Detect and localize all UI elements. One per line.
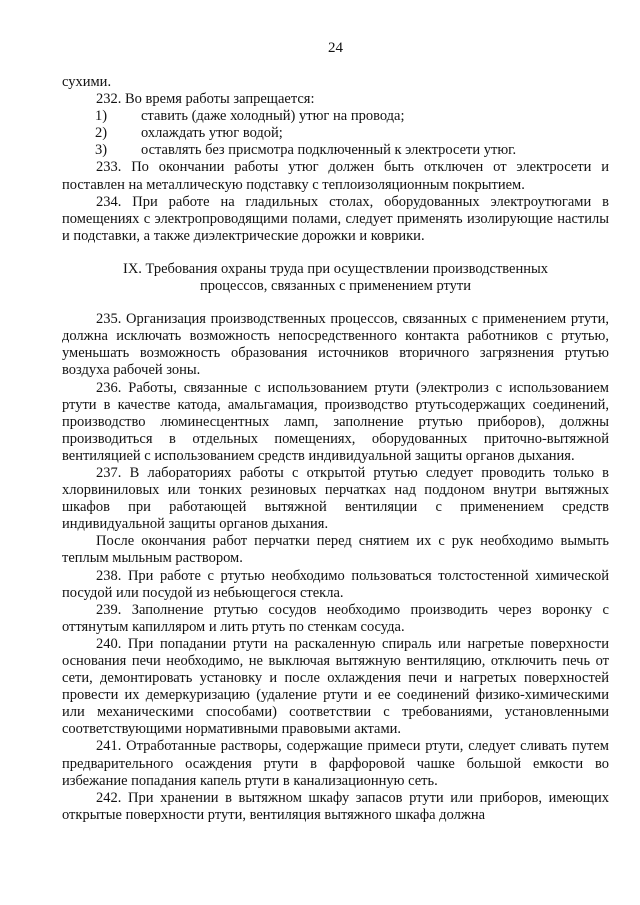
paragraph-238: 238. При работе с ртутью необходимо пользоваться толстостенной химической посудой или посудой из небьющегося стекла. [62, 567, 609, 601]
paragraph-237: 237. В лабораториях работы с открытой ртутью следует проводить только в хлорвиниловых или тонких резиновых перчатках над поддоном внутри вытяжных шкафов при работающей вытяжной вентиляции с применением средств индивидуальной защиты органов дыхания. [62, 464, 609, 533]
list-item-number: 2) [95, 125, 108, 142]
paragraph-239: 239. Заполнение ртутью сосудов необходимо производить через воронку с оттянутым капилляром и лить ртуть по стенкам сосуда. [62, 601, 609, 635]
list-item-number: 3) [95, 142, 108, 159]
list-item-2 [62, 125, 609, 142]
paragraph-232: 232. Во время работы запрещается: [96, 91, 315, 108]
paragraph-235: 235. Организация производственных процессов, связанных с применением ртути, должна исключать возможность непосредственного контакта работников с ртутью, уменьшать возможность образования источников вторичного загрязнения ртутью воздуха рабочей зоны. [62, 311, 609, 379]
page-number: 24 [328, 40, 343, 56]
list-item-number: 1) [95, 108, 108, 125]
paragraph-continuation: сухими. [62, 74, 112, 90]
paragraph-234: 234. При работе на гладильных столах, оборудованных электроутюгами в помещениях с электропроводящими полами, следует применять изолирующие настилы и подставки, а также диэлектрические дорожки и коврики. [62, 193, 609, 244]
list-item-text: ставить (даже холодный) утюг на провода; [141, 108, 405, 125]
paragraph-241: 241. Отработанные растворы, содержащие примеси ртути, следует сливать путем предварительного осаждения ртути в фарфоровой чашке большой емкости во избежание попадания капель ртути в канализационную сеть. [62, 738, 609, 789]
list-item-text: оставлять без присмотра подключенный к электросети утюг. [141, 142, 517, 159]
list-item-text: охлаждать утюг водой; [141, 125, 283, 142]
paragraph-242: 242. При хранении в вытяжном шкафу запасов ртути или приборов, имеющих открытые поверхности ртути, вентиляция вытяжного шкафа должна [62, 789, 609, 823]
list-item-3 [62, 142, 609, 159]
document-body [62, 74, 609, 824]
paragraph-233: 233. По окончании работы утюг должен быть отключен от электросети и поставлен на металлическую подставку с теплоизоляционным покрытием. [62, 159, 609, 193]
paragraph-240: 240. При попадании ртути на раскаленную спираль или нагретые поверхности основания печи необходимо, не выключая вытяжную вентиляцию, отключить печь от сети, демонтировать установку и после охлаждения печи и нагретых поверхностей провести их демеркуризацию (удаление ртути и ее соединений физико-химическими или механическими способами) соответствии с требованиями, установленными соответствующими нормативными правовыми актами. [62, 635, 609, 738]
paragraph-237-continued: После окончания работ перчатки перед снятием их с рук необходимо вымыть теплым мыльным раствором. [62, 533, 609, 567]
section-heading: IX. Требования охраны труда при осуществлении производственных процессов, связанных с применением ртути [122, 260, 549, 295]
list-item-1 [62, 108, 609, 125]
paragraph-236: 236. Работы, связанные с использованием ртути (электролиз с использованием ртути в качестве катода, амальгамация, производство ртутьсодержащих соединений, производство люминесцентных ламп, заполнение ртутью приборов), должны производиться в отдельных помещениях, оборудованных приточно-вытяжной вентиляцией с использованием средств индивидуальной защиты органов дыхания. [62, 379, 609, 464]
